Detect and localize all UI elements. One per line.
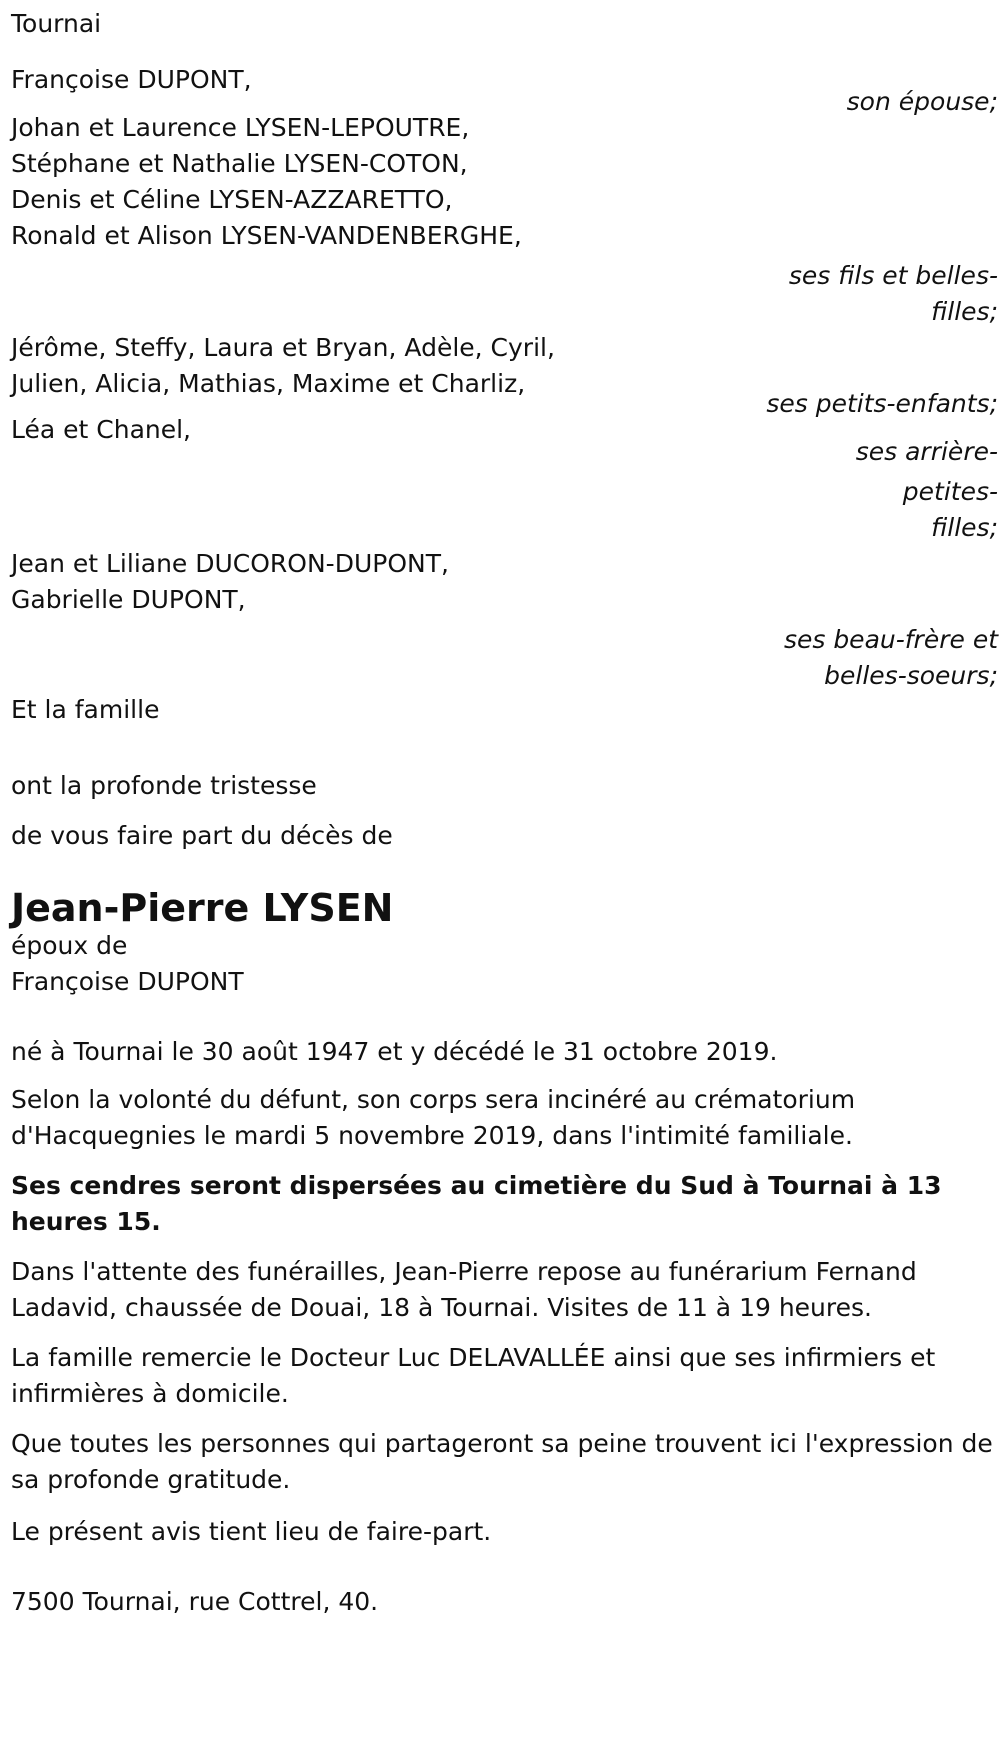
gratitude-text: Que toutes les personnes qui partageront sa peine trouvent ici l'expression de sa profonde gratitude. — [11, 1429, 993, 1494]
in-laws-line-2: Gabrielle DUPONT, — [11, 585, 246, 614]
extended-family: Et la famille — [11, 695, 160, 724]
deceased-name: Jean-Pierre LYSEN — [11, 886, 394, 930]
sons-relation-line-2: filles; — [931, 297, 998, 326]
viewing-info: Dans l'attente des funérailles, Jean-Pierre repose au funérarium Fernand Ladavid, chaussée de Douai, 18 à Tournai. Visites de 11 à 19 heures. — [11, 1257, 917, 1322]
notice-text: Le présent avis tient lieu de faire-part. — [11, 1517, 492, 1546]
spouse-relation: son épouse; — [846, 87, 998, 116]
great-grandchildren-relation-line-2: filles; — [931, 513, 998, 542]
sons-relation-line-1: ses fils et belles- — [788, 261, 998, 290]
sons-block — [11, 108, 998, 332]
son-couple-1: Johan et Laurence LYSEN-LEPOUTRE, — [11, 113, 470, 142]
son-couple-2: Stéphane et Nathalie LYSEN-COTON, — [11, 149, 468, 178]
announcement-line-2: de vous faire part du décès de — [11, 821, 393, 850]
announcement-line-1: ont la profonde tristesse — [11, 771, 317, 800]
grandchildren-line-2: Julien, Alicia, Mathias, Maxime et Charliz, — [11, 369, 526, 398]
son-couple-3: Denis et Céline LYSEN-AZZARETTO, — [11, 185, 453, 214]
great-grandchildren-relation-line-1: ses arrière-petites- — [855, 437, 998, 506]
grandchildren-line-1: Jérôme, Steffy, Laura et Bryan, Adèle, Cyril, — [11, 333, 555, 362]
great-grandchildren-names: Léa et Chanel, — [11, 415, 192, 444]
spouse-name: Françoise DUPONT, — [11, 65, 252, 94]
obituary-content — [11, 4, 998, 1622]
great-grandchildren-block — [11, 410, 998, 548]
birth-death-dates: né à Tournai le 30 août 1947 et y décédé le 31 octobre 2019. — [11, 1037, 778, 1066]
in-laws-relation-line-1: ses beau-frère et — [783, 625, 998, 654]
thanks-doctor: La famille remercie le Docteur Luc DELAVALLÉE ainsi que ses infirmiers et infirmières à domicile. — [11, 1343, 936, 1408]
in-laws-block — [11, 544, 998, 696]
ashes-info: Ses cendres seront dispersées au cimetière du Sud à Tournai à 13 heures 15. — [11, 1171, 942, 1236]
cremation-info: Selon la volonté du défunt, son corps sera incinéré au crématorium d'Hacquegnies le mardi 5 novembre 2019, dans l'intimité familiale. — [11, 1085, 856, 1150]
city-heading: Tournai — [11, 9, 102, 38]
son-couple-4: Ronald et Alison LYSEN-VANDENBERGHE, — [11, 221, 522, 250]
spouse-of-name: Françoise DUPONT — [11, 967, 244, 996]
in-laws-relation-line-2: belles-soeurs; — [824, 661, 998, 690]
in-laws-line-1: Jean et Liliane DUCORON-DUPONT, — [11, 549, 449, 578]
address-line: 7500 Tournai, rue Cottrel, 40. — [11, 1587, 379, 1616]
spouse-of-label: époux de — [11, 931, 128, 960]
grandchildren-relation: ses petits-enfants; — [766, 389, 998, 418]
